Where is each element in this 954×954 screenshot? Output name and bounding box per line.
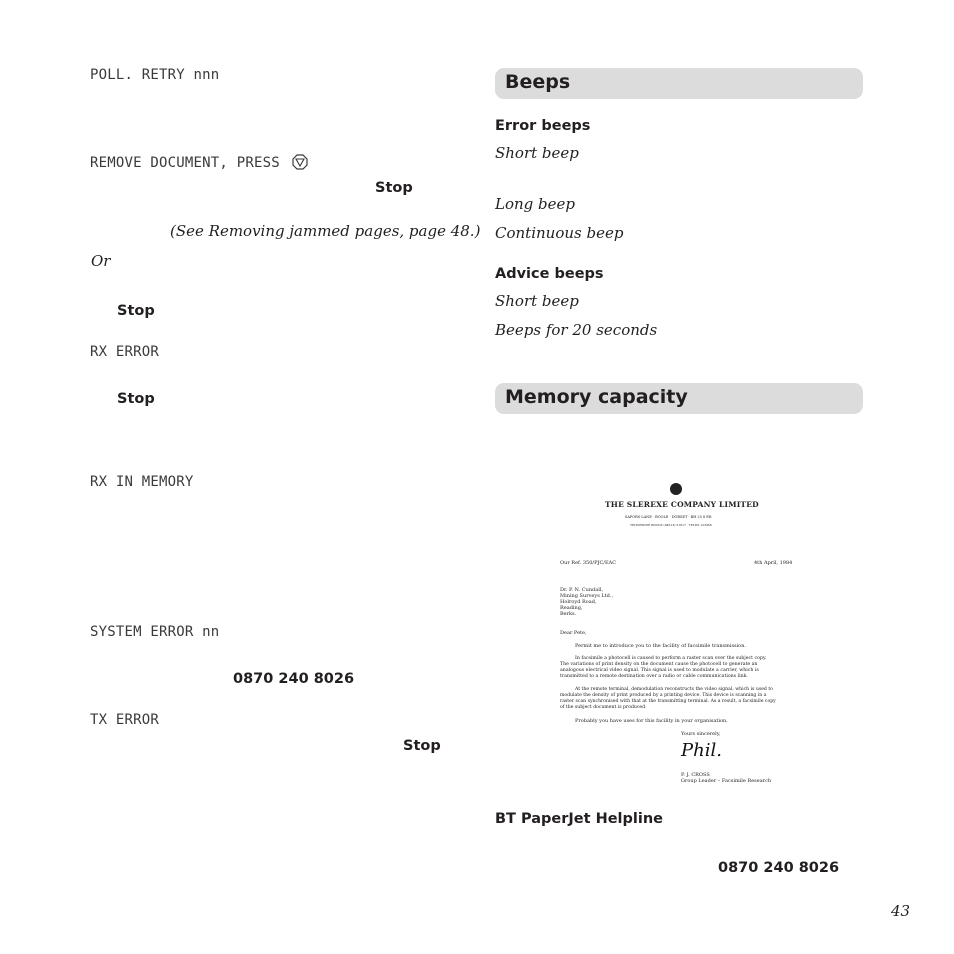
- letter-recipient-1: Dr. P. N. Cundall,: [560, 587, 604, 593]
- beeps-heading: Beeps: [505, 71, 571, 93]
- or-text: Or: [91, 252, 111, 270]
- page-number: 43: [891, 902, 911, 920]
- letter-telephone: TELEPHONE BOOLE (94513) 51617 · TELEX 123456: [630, 523, 712, 527]
- advice-short-beep: Short beep: [495, 292, 579, 310]
- see-removing-jammed-pages: (See Removing jammed pages, page 48.): [170, 222, 481, 240]
- letter-signer-name: P. J. CROSS: [681, 772, 710, 778]
- stop-label-4: Stop: [403, 738, 441, 754]
- letter-address: SAPORS LANE · BOOLE · DORSET · BH 25 8 ER: [625, 515, 712, 519]
- lcd-rx-in-memory: RX IN MEMORY: [90, 474, 194, 490]
- letter-para-3c: raster scan synchronised with that at the transmitting terminal. As a result, a facsimile copy: [560, 699, 776, 704]
- letter-recipient-5: Berks.: [560, 611, 577, 617]
- beeps-heading-bar: [495, 68, 863, 99]
- letter-closing: Yours sincerely,: [681, 731, 721, 737]
- letter-para-2d: transmitted to a remote destination over a radio or cable communications link.: [560, 674, 748, 679]
- letter-para-3d: of the subject document is produced.: [560, 705, 647, 710]
- letter-salutation: Dear Pete,: [560, 630, 587, 636]
- letter-our-ref: Our Ref. 350/PJC/EAC: [560, 560, 617, 566]
- error-short-beep: Short beep: [495, 144, 579, 162]
- stop-label-2: Stop: [117, 303, 155, 319]
- sample-test-letter: [553, 476, 798, 794]
- error-long-beep: Long beep: [495, 195, 575, 213]
- helpline-heading: BT PaperJet Helpline: [495, 811, 664, 827]
- lcd-system-error: SYSTEM ERROR nn: [90, 624, 220, 640]
- stop-button-icon: [292, 154, 308, 170]
- letter-company: THE SLEREXE COMPANY LIMITED: [605, 500, 759, 509]
- advice-beeps-20-seconds: Beeps for 20 seconds: [495, 321, 658, 339]
- lcd-rx-error: RX ERROR: [90, 344, 160, 360]
- helpline-number-left: 0870 240 8026: [233, 671, 355, 687]
- letter-para-3b: modulate the density of print produced by a printing device. This device is scanning in a: [560, 693, 767, 698]
- error-beeps-heading: Error beeps: [495, 118, 591, 134]
- letter-para-2c: analogous electrical video signal. This signal is used to modulate a carrier, which is: [560, 668, 759, 673]
- company-logo-icon: [670, 483, 682, 495]
- lcd-remove-document-text: REMOVE DOCUMENT, PRESS: [90, 155, 280, 171]
- memory-heading: Memory capacity: [505, 386, 688, 408]
- letter-recipient-3: Holroyd Road,: [560, 599, 597, 605]
- letter-date: 4th April, 1984: [754, 560, 793, 566]
- helpline-number-right: 0870 240 8026: [718, 860, 840, 876]
- letter-recipient-4: Reading,: [560, 605, 583, 611]
- memory-heading-bar: [495, 383, 863, 414]
- letter-para-1: Permit me to introduce you to the facility of facsimile transmission.: [575, 643, 747, 649]
- letter-signer-title: Group Leader – Facsimile Research: [681, 778, 772, 784]
- letter-recipient-2: Mining Surveys Ltd.,: [560, 593, 614, 599]
- lcd-tx-error: TX ERROR: [90, 712, 160, 728]
- letter-signature: Phil.: [681, 740, 722, 761]
- advice-beeps-heading: Advice beeps: [495, 266, 604, 282]
- lcd-poll-retry: POLL. RETRY nnn: [90, 67, 220, 83]
- stop-label-1: Stop: [375, 180, 413, 196]
- stop-label-3: Stop: [117, 391, 155, 407]
- letter-para-2a: In facsimile a photocell is caused to perform a raster scan over the subject copy.: [575, 656, 767, 661]
- letter-para-3a: At the remote terminal, demodulation reconstructs the video signal, which is used to: [575, 687, 773, 692]
- letter-para-2b: The variations of print density on the document cause the photocell to generate an: [560, 662, 758, 667]
- lcd-remove-document: [90, 154, 308, 171]
- error-continuous-beep: Continuous beep: [495, 224, 624, 242]
- letter-para-4: Probably you have uses for this facility in your organisation.: [575, 718, 728, 724]
